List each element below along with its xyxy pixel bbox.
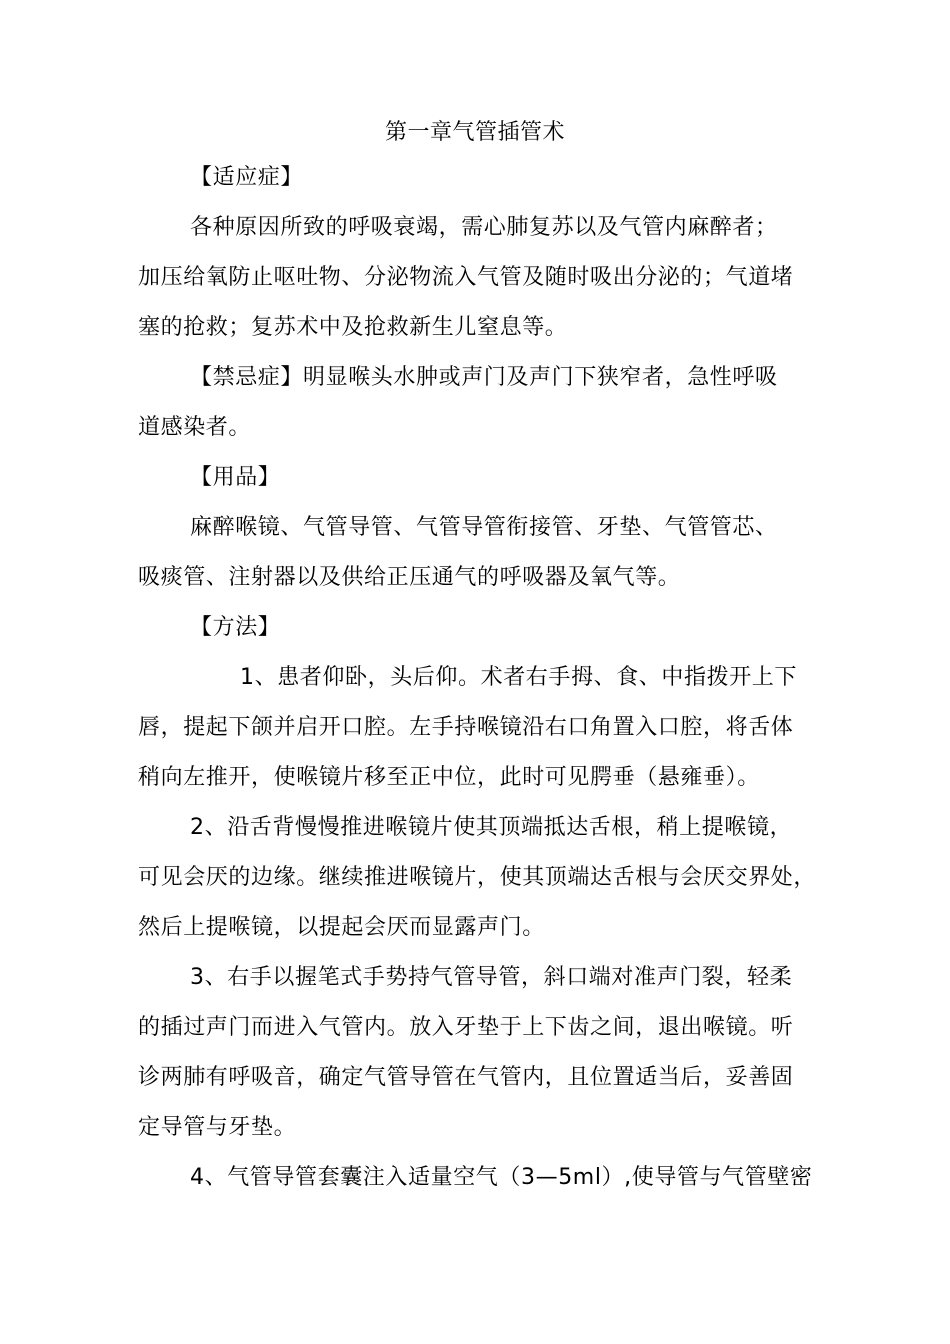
step-3-line-4: 定导管与牙垫。 bbox=[138, 1115, 297, 1140]
step-3-line-1: 3、右手以握笔式手势持气管导管，斜口端对准声门裂，轻柔 bbox=[190, 965, 793, 990]
heading-indications: 【适应症】 bbox=[190, 165, 304, 190]
step-1-line-2: 唇，提起下颌并启开口腔。左手持喉镜沿右口角置入口腔，将舌体 bbox=[138, 715, 794, 740]
step-3-line-3: 诊两肺有呼吸音，确定气管导管在气管内，且位置适当后，妥善固 bbox=[138, 1065, 794, 1090]
indications-line-3: 塞的抢救；复苏术中及抢救新生儿窒息等。 bbox=[138, 315, 568, 340]
supplies-line-1: 麻醉喉镜、气管导管、气管导管衔接管、牙垫、气管管芯、 bbox=[190, 515, 778, 540]
step-1-line-3: 稍向左推开，使喉镜片移至正中位，此时可见腭垂（悬雍垂）。 bbox=[138, 765, 760, 790]
heading-supplies: 【用品】 bbox=[190, 465, 281, 490]
step-4-line-1: 4、气管导管套囊注入适量空气（3—5ml）,使导管与气管壁密 bbox=[190, 1165, 813, 1190]
step-2-line-1: 2、沿舌背慢慢推进喉镜片使其顶端抵达舌根，稍上提喉镜， bbox=[190, 815, 793, 840]
chapter-title: 第一章气管插管术 bbox=[384, 120, 565, 145]
heading-method: 【方法】 bbox=[190, 615, 281, 640]
contraindications-line-2: 道感染者。 bbox=[138, 415, 252, 440]
step-1-line-1: 1、患者仰卧，头后仰。术者右手拇、食、中指拨开上下 bbox=[240, 665, 797, 690]
step-2-line-2: 可见会厌的边缘。继续推进喉镜片，使其顶端达舌根与会厌交界处， bbox=[138, 865, 817, 890]
supplies-line-2: 吸痰管、注射器以及供给正压通气的呼吸器及氧气等。 bbox=[138, 565, 681, 590]
indications-line-2: 加压给氧防止呕吐物、分泌物流入气管及随时吸出分泌的；气道堵 bbox=[138, 265, 794, 290]
contraindications-line-1: 【禁忌症】明显喉头水肿或声门及声门下狭窄者，急性呼吸 bbox=[190, 365, 778, 390]
step-3-line-2: 的插过声门而进入气管内。放入牙垫于上下齿之间，退出喉镜。听 bbox=[138, 1015, 794, 1040]
indications-line-1: 各种原因所致的呼吸衰竭，需心肺复苏以及气管内麻醉者； bbox=[190, 215, 778, 240]
step-2-line-3: 然后上提喉镜，以提起会厌而显露声门。 bbox=[138, 915, 545, 940]
